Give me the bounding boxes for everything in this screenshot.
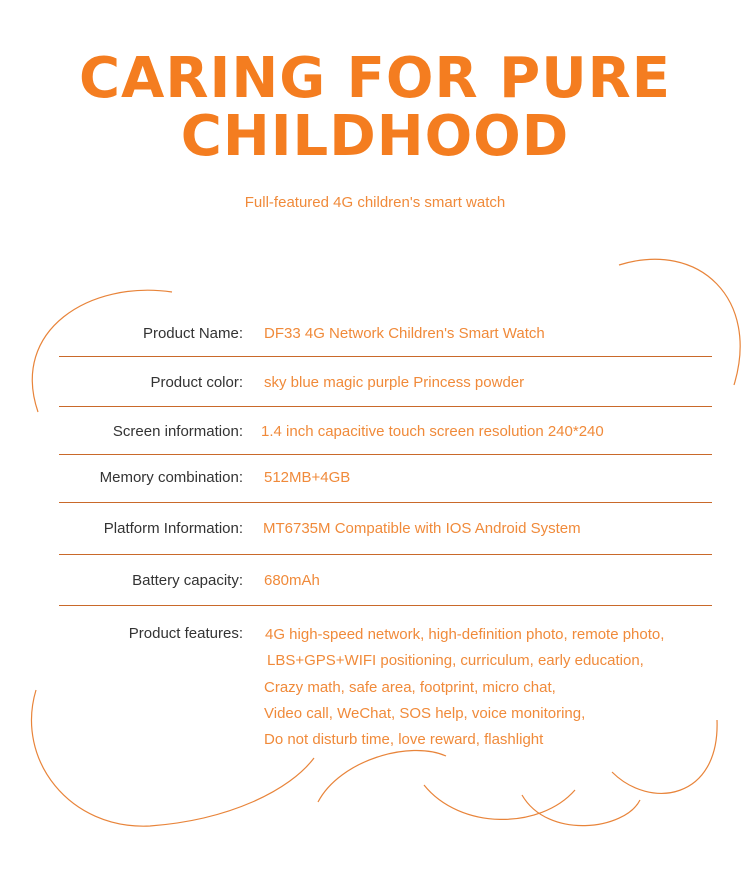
feature-line: Video call, WeChat, SOS help, voice monitoring, [264, 705, 586, 722]
spec-value: 680mAh [264, 572, 320, 589]
cloud-arc-right-bottom [612, 720, 717, 793]
cloud-arc-left-top [32, 290, 172, 412]
spec-label: Product Name: [142, 325, 243, 342]
row-divider [59, 554, 712, 555]
cloud-arc-bottom-right [522, 795, 640, 826]
spec-label: Battery capacity: [132, 572, 243, 589]
row-divider [59, 502, 712, 503]
cloud-arc-right-top [619, 259, 740, 385]
spec-label: Memory combination: [99, 469, 243, 486]
cloud-arc-bottom-center [424, 785, 575, 819]
row-divider [59, 356, 712, 357]
feature-line: LBS+GPS+WIFI positioning, curriculum, early education, [267, 652, 644, 669]
title-line-1: CARING FOR PURE [78, 46, 672, 111]
spec-label: Platform Information: [103, 520, 243, 537]
spec-value: MT6735M Compatible with IOS Android System [263, 520, 581, 537]
feature-line: Crazy math, safe area, footprint, micro chat, [264, 679, 556, 696]
spec-value: sky blue magic purple Princess powder [264, 374, 525, 391]
spec-label: Product features: [128, 625, 243, 642]
row-divider [59, 454, 712, 455]
page-subtitle: Full-featured 4G children's smart watch [244, 194, 506, 211]
spec-value: 512MB+4GB [264, 469, 351, 486]
title-line-2: CHILDHOOD [180, 104, 570, 169]
spec-label: Screen information: [112, 423, 243, 440]
row-divider [59, 406, 712, 407]
feature-line: Do not disturb time, love reward, flashlight [264, 731, 544, 748]
feature-line: 4G high-speed network, high-definition photo, remote photo, [265, 626, 665, 643]
cloud-arc-bottom-middle [318, 751, 446, 802]
spec-value: DF33 4G Network Children's Smart Watch [264, 325, 545, 342]
spec-value: 1.4 inch capacitive touch screen resolution 240*240 [261, 423, 604, 440]
spec-label: Product color: [150, 374, 243, 391]
row-divider [59, 605, 712, 606]
